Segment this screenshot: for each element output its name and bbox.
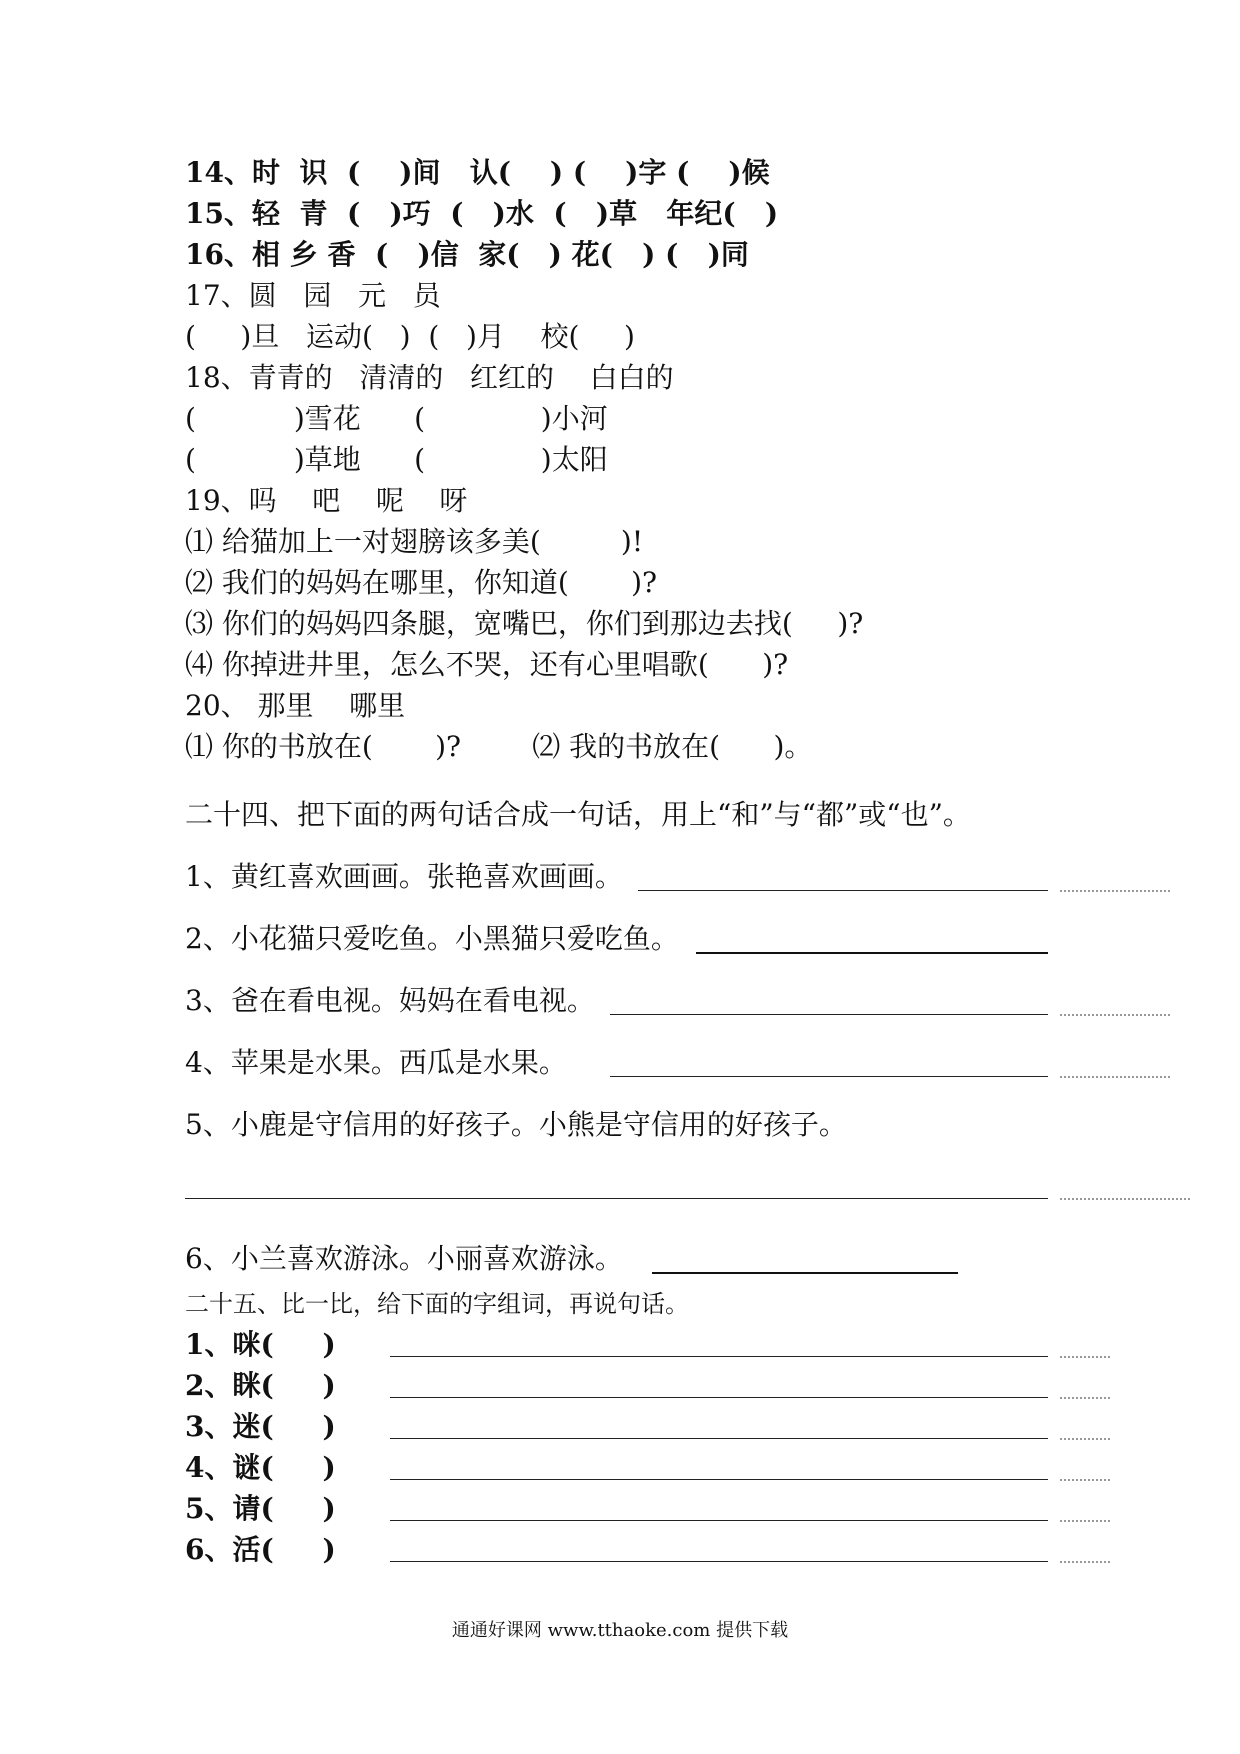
- s25-line-2[interactable]: [390, 1397, 1048, 1398]
- s24-question-6: 6、小兰喜欢游泳。小丽喜欢游泳。: [185, 1242, 623, 1275]
- answer-line-2[interactable]: [696, 952, 1048, 954]
- dotted-guide: [1060, 1397, 1110, 1399]
- section-25-title: 二十五、比一比，给下面的字组词，再说句话。: [185, 1290, 689, 1318]
- item-20: 20、 那里 哪里: [185, 689, 406, 722]
- item-19: 19、吗 吧 呢 呀: [185, 484, 468, 517]
- dotted-guide: [1060, 1479, 1110, 1481]
- dotted-guide: [1060, 1198, 1190, 1200]
- item-19-q3: ⑶ 你们的妈妈四条腿，宽嘴巴，你们到那边去找( )?: [185, 607, 864, 640]
- s24-question-2: 2、小花猫只爱吃鱼。小黑猫只爱吃鱼。: [185, 922, 679, 955]
- s25-line-3[interactable]: [390, 1438, 1048, 1439]
- item-19-q4: ⑷ 你掉进井里，怎么不哭，还有心里唱歌( )?: [185, 648, 789, 681]
- s25-word-6: 6、活( ): [185, 1533, 336, 1566]
- s24-question-5: 5、小鹿是守信用的好孩子。小熊是守信用的好孩子。: [185, 1108, 847, 1141]
- s25-word-3: 3、迷( ): [185, 1410, 336, 1443]
- s25-line-6[interactable]: [390, 1561, 1048, 1562]
- item-16: 16、相 乡 香 ( )信 家( ) 花( ) ( )同: [185, 238, 749, 271]
- item-18-line-b: ( )草地 ( )太阳: [185, 443, 608, 476]
- s25-word-5: 5、请( ): [185, 1492, 336, 1525]
- s25-line-1[interactable]: [390, 1356, 1048, 1357]
- item-17: 17、圆 园 元 员: [185, 279, 441, 312]
- answer-line-1[interactable]: [638, 890, 1048, 891]
- dotted-guide: [1060, 1438, 1110, 1440]
- s24-question-1: 1、黄红喜欢画画。张艳喜欢画画。: [185, 860, 623, 893]
- s25-line-4[interactable]: [390, 1479, 1048, 1480]
- s24-question-3: 3、爸在看电视。妈妈在看电视。: [185, 984, 595, 1017]
- dotted-guide: [1060, 1356, 1110, 1358]
- s24-question-4: 4、苹果是水果。西瓜是水果。: [185, 1046, 567, 1079]
- dotted-guide: [1060, 890, 1170, 892]
- answer-line-5[interactable]: [185, 1198, 1048, 1199]
- item-19-q2: ⑵ 我们的妈妈在哪里，你知道( )?: [185, 566, 658, 599]
- dotted-guide: [1060, 1561, 1110, 1563]
- item-19-q1: ⑴ 给猫加上一对翅膀该多美( )!: [185, 525, 644, 558]
- dotted-guide: [1060, 1076, 1170, 1078]
- footer-credit: 通通好课网 www.tthaoke.com 提供下载: [451, 1620, 789, 1641]
- item-14: 14、时 识 ( )间 认( ) ( )字 ( )候: [185, 156, 770, 189]
- item-18-line-a: ( )雪花 ( )小河: [185, 402, 608, 435]
- answer-line-4[interactable]: [610, 1076, 1048, 1077]
- item-17-blanks: ( )旦 运动( ) ( )月 校( ): [185, 320, 635, 353]
- s25-word-1: 1、咪( ): [185, 1328, 336, 1361]
- s25-word-4: 4、谜( ): [185, 1451, 336, 1484]
- item-20-q1: ⑴ 你的书放在( )? ⑵ 我的书放在( )。: [185, 730, 813, 763]
- section-24-title: 二十四、把下面的两句话合成一句话，用上“和”与“都”或“也”。: [185, 798, 971, 831]
- s25-line-5[interactable]: [390, 1520, 1048, 1521]
- s25-word-2: 2、眯( ): [185, 1369, 336, 1402]
- dotted-guide: [1060, 1014, 1170, 1016]
- item-15: 15、轻 青 ( )巧 ( )水 ( )草 年纪( ): [185, 197, 779, 230]
- item-18: 18、青青的 清清的 红红的 白白的: [185, 361, 674, 394]
- dotted-guide: [1060, 1520, 1110, 1522]
- answer-line-3[interactable]: [610, 1014, 1048, 1015]
- answer-line-6[interactable]: [652, 1272, 958, 1274]
